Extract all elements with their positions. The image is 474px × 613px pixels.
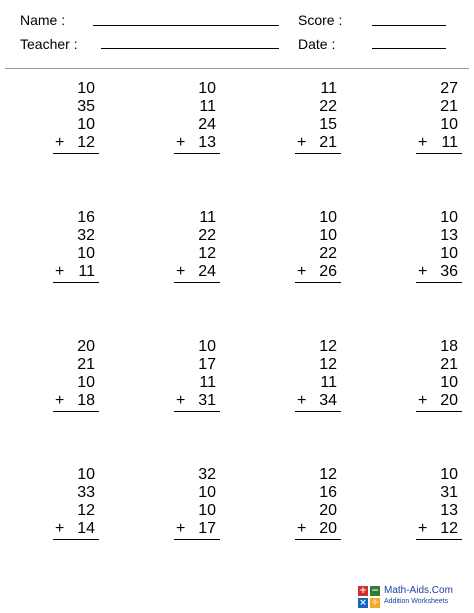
addition-problem bbox=[146, 209, 226, 283]
addend: 10 bbox=[440, 245, 458, 262]
sum-line bbox=[53, 539, 99, 540]
sum-line bbox=[174, 539, 220, 540]
last-addend: 31 bbox=[198, 392, 216, 409]
header-divider bbox=[5, 68, 469, 69]
addend: 22 bbox=[319, 98, 337, 115]
addend: 21 bbox=[77, 356, 95, 373]
addend: 10 bbox=[440, 209, 458, 226]
last-addend-row bbox=[25, 392, 105, 410]
teacher-label: Teacher : bbox=[20, 36, 78, 52]
sum-line bbox=[416, 153, 462, 154]
addend: 17 bbox=[198, 356, 216, 373]
name-label: Name : bbox=[20, 12, 66, 28]
last-addend-row bbox=[146, 392, 226, 410]
addend: 10 bbox=[77, 245, 95, 262]
last-addend: 36 bbox=[440, 263, 458, 280]
date-blank-line bbox=[372, 48, 446, 49]
addend: 35 bbox=[77, 98, 95, 115]
addend: 10 bbox=[77, 374, 95, 391]
sum-line bbox=[416, 539, 462, 540]
addend: 10 bbox=[440, 116, 458, 133]
addition-problem bbox=[146, 466, 226, 540]
addend: 11 bbox=[320, 374, 337, 391]
addend: 11 bbox=[320, 80, 337, 97]
teacher-blank-line bbox=[101, 48, 279, 49]
sum-line bbox=[53, 153, 99, 154]
math-symbols-icon bbox=[358, 586, 380, 608]
addend: 13 bbox=[440, 502, 458, 519]
addend: 21 bbox=[440, 98, 458, 115]
plus-sign: + bbox=[297, 520, 307, 537]
plus-sign: + bbox=[176, 263, 186, 280]
addend: 10 bbox=[198, 338, 216, 355]
score-blank-line bbox=[372, 25, 446, 26]
addend: 11 bbox=[199, 98, 216, 115]
addition-problem bbox=[25, 80, 105, 154]
plus-sign: + bbox=[297, 392, 307, 409]
addition-problem bbox=[146, 338, 226, 412]
last-addend-row bbox=[388, 263, 468, 281]
addend: 12 bbox=[77, 502, 95, 519]
last-addend-row bbox=[25, 263, 105, 281]
sum-line bbox=[174, 282, 220, 283]
site-name: Math-Aids.Com bbox=[384, 585, 453, 596]
last-addend-row bbox=[25, 134, 105, 152]
last-addend: 34 bbox=[319, 392, 337, 409]
addend: 10 bbox=[77, 116, 95, 133]
addend: 16 bbox=[319, 484, 337, 501]
addend: 22 bbox=[319, 245, 337, 262]
last-addend-row bbox=[146, 263, 226, 281]
addend: 10 bbox=[77, 80, 95, 97]
last-addend-row bbox=[388, 392, 468, 410]
addend: 24 bbox=[198, 116, 216, 133]
times-tile-icon: × bbox=[359, 598, 367, 608]
last-addend: 24 bbox=[198, 263, 216, 280]
addend: 32 bbox=[198, 466, 216, 483]
site-logo bbox=[358, 585, 470, 609]
plus-sign: + bbox=[418, 263, 428, 280]
last-addend-row bbox=[146, 520, 226, 538]
addition-problem bbox=[388, 466, 468, 540]
addition-problem bbox=[25, 209, 105, 283]
last-addend: 17 bbox=[198, 520, 216, 537]
addition-problem bbox=[267, 466, 347, 540]
addend: 15 bbox=[319, 116, 337, 133]
addend: 20 bbox=[77, 338, 95, 355]
addend: 27 bbox=[440, 80, 458, 97]
addend: 10 bbox=[319, 227, 337, 244]
last-addend-row bbox=[388, 520, 468, 538]
last-addend-row bbox=[267, 520, 347, 538]
addition-problem bbox=[267, 209, 347, 283]
addend: 10 bbox=[198, 484, 216, 501]
plus-sign: + bbox=[55, 134, 65, 151]
addend: 10 bbox=[198, 502, 216, 519]
name-blank-line bbox=[93, 25, 279, 26]
last-addend-row bbox=[146, 134, 226, 152]
site-subtitle: Addition Worksheets bbox=[384, 598, 449, 605]
addend: 12 bbox=[319, 466, 337, 483]
last-addend-row bbox=[267, 134, 347, 152]
sum-line bbox=[416, 282, 462, 283]
addend: 10 bbox=[440, 374, 458, 391]
addend: 12 bbox=[319, 356, 337, 373]
addend: 16 bbox=[77, 209, 95, 226]
addend: 10 bbox=[440, 466, 458, 483]
plus-sign: + bbox=[297, 263, 307, 280]
addend: 10 bbox=[77, 466, 95, 483]
sum-line bbox=[295, 153, 341, 154]
minus-tile-icon: − bbox=[371, 586, 379, 596]
plus-sign: + bbox=[418, 520, 428, 537]
sum-line bbox=[53, 411, 99, 412]
addend: 20 bbox=[319, 502, 337, 519]
plus-sign: + bbox=[176, 392, 186, 409]
last-addend-row bbox=[267, 392, 347, 410]
plus-sign: + bbox=[55, 263, 65, 280]
addition-problem bbox=[388, 209, 468, 283]
sum-line bbox=[295, 411, 341, 412]
sum-line bbox=[174, 411, 220, 412]
addend: 31 bbox=[440, 484, 458, 501]
plus-sign: + bbox=[418, 392, 428, 409]
last-addend: 21 bbox=[319, 134, 337, 151]
sum-line bbox=[53, 282, 99, 283]
last-addend-row bbox=[25, 520, 105, 538]
addend: 33 bbox=[77, 484, 95, 501]
last-addend: 26 bbox=[319, 263, 337, 280]
last-addend: 11 bbox=[78, 263, 95, 280]
plus-sign: + bbox=[297, 134, 307, 151]
addend: 11 bbox=[199, 209, 216, 226]
score-label: Score : bbox=[298, 12, 343, 28]
addend: 10 bbox=[319, 209, 337, 226]
addend: 21 bbox=[440, 356, 458, 373]
addition-problem bbox=[146, 80, 226, 154]
last-addend: 20 bbox=[319, 520, 337, 537]
date-label: Date : bbox=[298, 36, 336, 52]
last-addend: 11 bbox=[441, 134, 458, 151]
addition-problem bbox=[388, 338, 468, 412]
addend: 11 bbox=[199, 374, 216, 391]
addition-problem bbox=[267, 338, 347, 412]
addend: 22 bbox=[198, 227, 216, 244]
plus-sign: + bbox=[176, 134, 186, 151]
plus-sign: + bbox=[55, 392, 65, 409]
addition-problem bbox=[25, 466, 105, 540]
addend: 12 bbox=[319, 338, 337, 355]
addition-problem bbox=[267, 80, 347, 154]
sum-line bbox=[174, 153, 220, 154]
addition-problem bbox=[388, 80, 468, 154]
last-addend: 18 bbox=[77, 392, 95, 409]
last-addend: 12 bbox=[440, 520, 458, 537]
divide-tile-icon: ÷ bbox=[371, 598, 379, 608]
last-addend-row bbox=[267, 263, 347, 281]
last-addend: 12 bbox=[77, 134, 95, 151]
last-addend: 14 bbox=[77, 520, 95, 537]
addend: 32 bbox=[77, 227, 95, 244]
addend: 10 bbox=[198, 80, 216, 97]
addend: 12 bbox=[198, 245, 216, 262]
sum-line bbox=[416, 411, 462, 412]
last-addend-row bbox=[388, 134, 468, 152]
plus-sign: + bbox=[55, 520, 65, 537]
plus-sign: + bbox=[418, 134, 428, 151]
plus-sign: + bbox=[176, 520, 186, 537]
addend: 13 bbox=[440, 227, 458, 244]
last-addend: 13 bbox=[198, 134, 216, 151]
sum-line bbox=[295, 539, 341, 540]
addition-problem bbox=[25, 338, 105, 412]
last-addend: 20 bbox=[440, 392, 458, 409]
sum-line bbox=[295, 282, 341, 283]
addend: 18 bbox=[440, 338, 458, 355]
plus-tile-icon: + bbox=[359, 586, 367, 596]
